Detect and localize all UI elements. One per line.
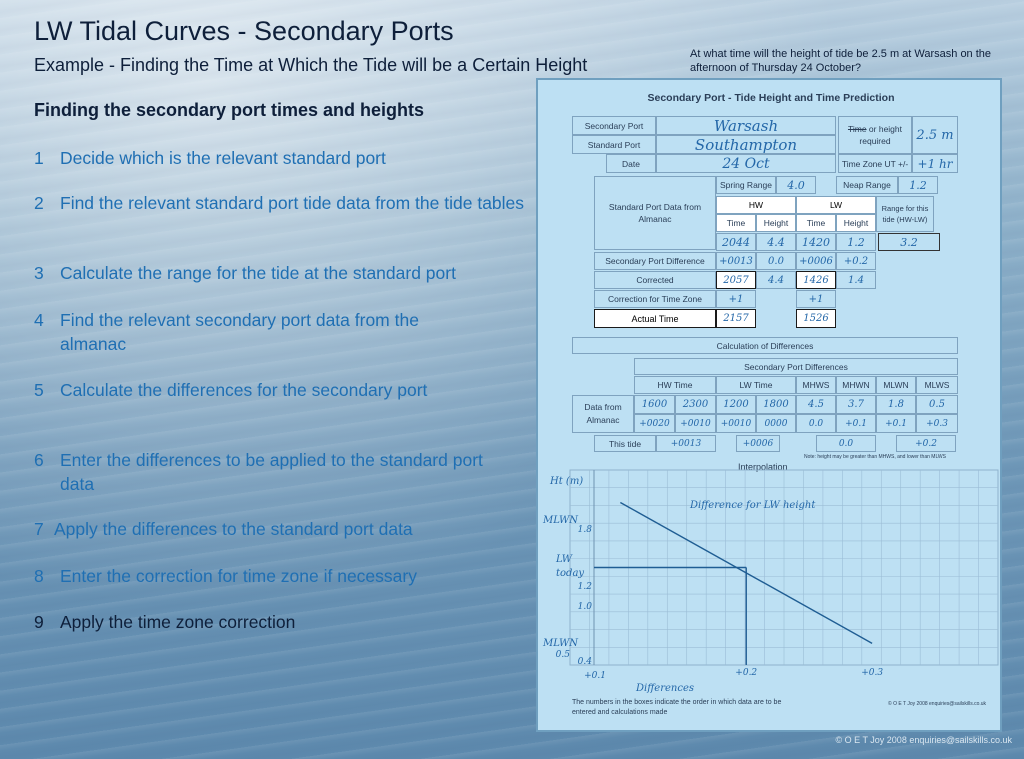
- alm-height-mlwn: 1.8: [876, 395, 916, 414]
- alm-time-diff-3: +0010: [716, 414, 756, 433]
- y-tick-label: 1.0: [577, 602, 592, 612]
- actual-hw: 2157: [716, 309, 756, 328]
- timezone-label: Time Zone UT +/-: [838, 154, 912, 173]
- step-number: 5: [34, 380, 44, 400]
- step-text: Decide which is the relevant standard port: [60, 148, 386, 168]
- x-tick-label: +0.1: [584, 671, 606, 681]
- alm-height-mhwn: 3.7: [836, 395, 876, 414]
- diff-lw-time: +0006: [796, 252, 836, 270]
- std-lw-height: 1.2: [836, 233, 876, 251]
- secondary-port-value: Warsash: [656, 116, 836, 135]
- y-annotation-mlwn-bottom: MLWN: [543, 638, 579, 649]
- height-note: Note: height may be greater than MHWS, and lower than MLWS: [804, 454, 946, 460]
- step-text: Enter the correction for time zone if necessary: [60, 566, 417, 586]
- range-value: 3.2: [878, 233, 940, 251]
- sec-diff-label: Secondary Port Difference: [594, 252, 716, 270]
- date-value: 24 Oct: [656, 154, 836, 173]
- step-text: Calculate the differences for the secondary port: [60, 380, 428, 400]
- spring-range-value: 4.0: [776, 176, 816, 194]
- actual-time-label: Actual Time: [594, 309, 716, 328]
- step-number: 3: [34, 263, 44, 283]
- step-text: Apply the time zone correction: [60, 612, 296, 632]
- alm-height-diff-mhwn: +0.1: [836, 414, 876, 433]
- step-number: 6: [34, 450, 44, 470]
- tz-lw: +1: [796, 290, 836, 308]
- alm-time-diff-1: +0020: [634, 414, 675, 433]
- secondary-port-label: Secondary Port: [572, 116, 656, 135]
- sec-diffs-label: Secondary Port Differences: [634, 358, 958, 375]
- col-mhws: MHWS: [796, 376, 836, 394]
- footer-copyright: © O E T Joy 2008 enquiries@sailskills.co.uk: [835, 735, 1012, 745]
- step-number: 7: [34, 519, 44, 539]
- actual-lw: 1526: [796, 309, 836, 328]
- this-tide-label: This tide: [594, 435, 656, 452]
- chart-title: Difference for LW height: [690, 500, 816, 511]
- diff-hw-height: 0.0: [756, 252, 796, 270]
- lw-height-header: Height: [836, 214, 876, 232]
- entry-order-note: The numbers in the boxes indicate the order in which data are to be entered and calculations made: [572, 699, 782, 716]
- this-hw-height: 0.0: [816, 435, 876, 452]
- alm-time-3: 1200: [716, 395, 756, 414]
- page-title: LW Tidal Curves - Secondary Ports: [34, 16, 454, 46]
- col-lw-time: LW Time: [716, 376, 796, 394]
- x-axis-label: Differences: [636, 683, 695, 694]
- step-text: Apply the differences to the standard port data: [54, 519, 413, 539]
- corr-hw-height: 4.4: [756, 271, 796, 289]
- calc-label: Calculation of Differences: [572, 337, 958, 354]
- std-data-label: Standard Port Data from Almanac: [594, 176, 716, 250]
- spring-range-label: Spring Range: [716, 176, 776, 194]
- y-axis-label: Ht (m): [550, 476, 584, 487]
- diff-hw-time: +0013: [716, 252, 756, 270]
- col-hw-time: HW Time: [634, 376, 716, 394]
- height-required-text: or height required: [859, 124, 903, 146]
- data-from-label: Data from Almanac: [572, 395, 634, 433]
- alm-height-mlws: 0.5: [916, 395, 958, 414]
- x-tick-label: +0.2: [735, 668, 758, 678]
- step-number: 1: [34, 148, 44, 168]
- diff-lw-height: +0.2: [836, 252, 876, 270]
- x-tick-label: +0.3: [861, 668, 884, 678]
- step-number: 9: [34, 612, 44, 632]
- this-lw-height: +0.2: [896, 435, 956, 452]
- this-lw-time: +0006: [736, 435, 780, 452]
- tz-corr-label: Correction for Time Zone: [594, 290, 716, 308]
- alm-time-diff-4: 0000: [756, 414, 796, 433]
- chart-marks: [542, 476, 883, 694]
- alm-time-1: 1600: [634, 395, 675, 414]
- y-tick-label: 1.8: [577, 525, 592, 535]
- std-lw-time: 1420: [796, 233, 836, 251]
- y-tick-label: 0.5: [555, 650, 570, 660]
- std-hw-height: 4.4: [756, 233, 796, 251]
- tz-hw: +1: [716, 290, 756, 308]
- corrected-label: Corrected: [594, 271, 716, 289]
- alm-height-diff-mhws: 0.0: [796, 414, 836, 433]
- standard-port-label: Standard Port: [572, 135, 656, 154]
- lw-header: LW: [796, 196, 876, 214]
- range-label: Range for this tide (HW-LW): [876, 196, 934, 232]
- alm-height-diff-mlwn: +0.1: [876, 414, 916, 433]
- alm-height-diff-mlws: +0.3: [916, 414, 958, 433]
- step-text: Find the relevant secondary port data from the almanac: [60, 310, 419, 354]
- lw-time-header: Time: [796, 214, 836, 232]
- timezone-value: +1 hr: [912, 154, 958, 173]
- date-label: Date: [606, 154, 656, 173]
- step-text: Enter the differences to be applied to the standard port data: [60, 450, 483, 494]
- step-text: Calculate the range for the tide at the standard port: [60, 263, 456, 283]
- alm-time-2: 2300: [675, 395, 716, 414]
- alm-time-diff-2: +0010: [675, 414, 716, 433]
- hw-time-header: Time: [716, 214, 756, 232]
- corr-lw-time: 1426: [796, 271, 836, 289]
- page-subtitle: Example - Finding the Time at Which the Tide will be a Certain Height: [34, 55, 588, 75]
- step-number: 2: [34, 193, 44, 213]
- interpolation-label: Interpolation: [738, 462, 788, 472]
- corr-hw-time: 2057: [716, 271, 756, 289]
- form-title: Secondary Port - Tide Height and Time Prediction: [647, 92, 895, 104]
- step-number: 8: [34, 566, 44, 586]
- neap-range-value: 1.2: [898, 176, 938, 194]
- step-text: Find the relevant standard port tide data from the tide tables: [60, 193, 525, 213]
- this-hw-time: +0013: [656, 435, 716, 452]
- alm-height-mhws: 4.5: [796, 395, 836, 414]
- height-required-value: 2.5 m: [912, 116, 958, 154]
- hw-header: HW: [716, 196, 796, 214]
- form-copyright: © O E T Joy 2008 enquiries@sailskills.co.uk: [888, 701, 987, 707]
- y-tick-label: 1.2: [577, 582, 592, 592]
- neap-range-label: Neap Range: [836, 176, 898, 194]
- corr-lw-height: 1.4: [836, 271, 876, 289]
- col-mlws: MLWS: [916, 376, 958, 394]
- y-annotation-mlwn-top: MLWN: [543, 515, 579, 526]
- question-text: At what time will the height of tide be 2.5 m at Warsash on the afternoon of Thursday 24 October?: [690, 48, 992, 74]
- step-number: 4: [34, 310, 44, 330]
- standard-port-value: Southampton: [656, 135, 836, 154]
- col-mlwn: MLWN: [876, 376, 916, 394]
- hw-height-header: Height: [756, 214, 796, 232]
- y-annotation-lw: LW: [556, 554, 573, 565]
- col-mhwn: MHWN: [836, 376, 876, 394]
- time-strike-label: Time: [847, 124, 867, 134]
- steps-heading: Finding the secondary port times and heights: [34, 100, 425, 120]
- std-hw-time: 2044: [716, 233, 756, 251]
- alm-time-4: 1800: [756, 395, 796, 414]
- y-tick-label: 0.4: [577, 657, 592, 667]
- y-annotation-today: today: [556, 568, 585, 579]
